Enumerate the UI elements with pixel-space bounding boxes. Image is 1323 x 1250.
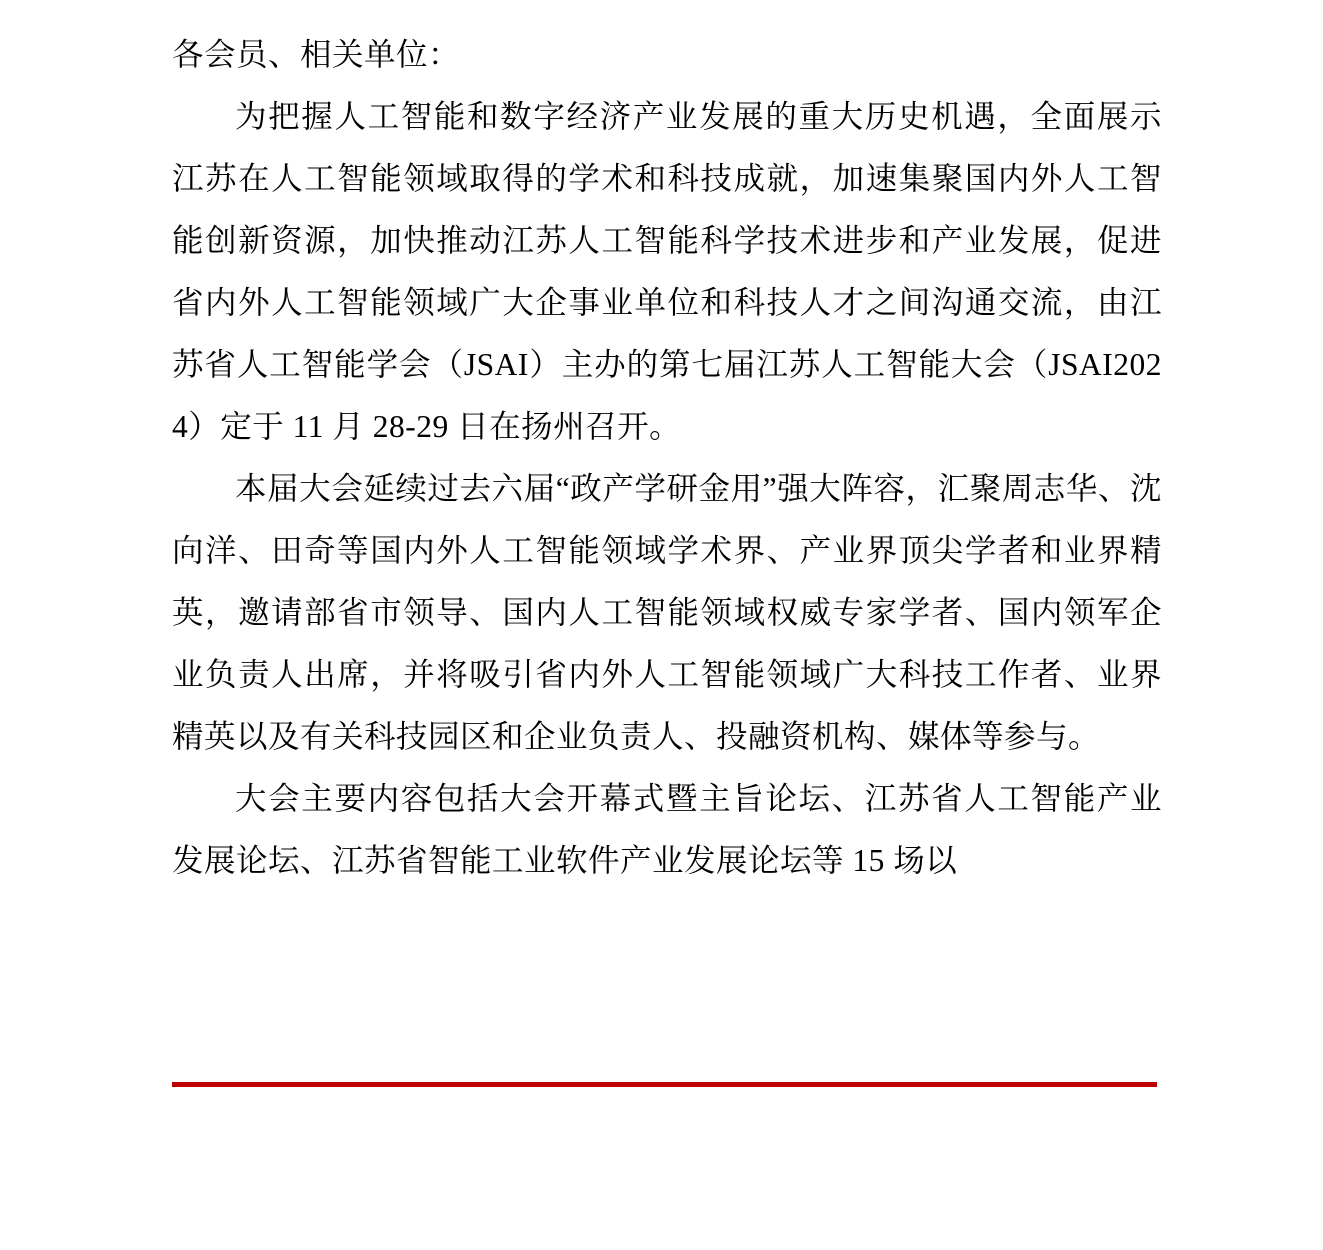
document-body (172, 24, 1162, 892)
footer-divider-rule (172, 1082, 1157, 1087)
paragraph-2: 本届大会延续过去六届“政产学研金用”强大阵容，汇聚周志华、沈向洋、田奇等国内外人工智能领域学术界、产业界顶尖学者和业界精英，邀请部省市领导、国内人工智能领域权威专家学者、国内领军企业负责人出席，并将吸引省内外人工智能领域广大科技工作者、业界精英以及有关科技园区和企业负责人、投融资机构、媒体等参与。 (172, 471, 1162, 754)
footer-divider (0, 1082, 1323, 1092)
paragraph-1: 为把握人工智能和数字经济产业发展的重大历史机遇，全面展示江苏在人工智能领域取得的学术和科技成就，加速集聚国内外人工智能创新资源，加快推动江苏人工智能科学技术进步和产业发展，促进省内外人工智能领域广大企事业单位和科技人才之间沟通交流，由江苏省人工智能学会（JSAI）主办的第七届江苏人工智能大会（JSAI2024）定于 11 月 28-29 日在扬州召开。 (172, 99, 1162, 444)
salutation-line: 各会员、相关单位： (172, 37, 461, 72)
paragraph-3: 大会主要内容包括大会开幕式暨主旨论坛、江苏省人工智能产业发展论坛、江苏省智能工业软件产业发展论坛等 15 场以 (172, 781, 1162, 878)
